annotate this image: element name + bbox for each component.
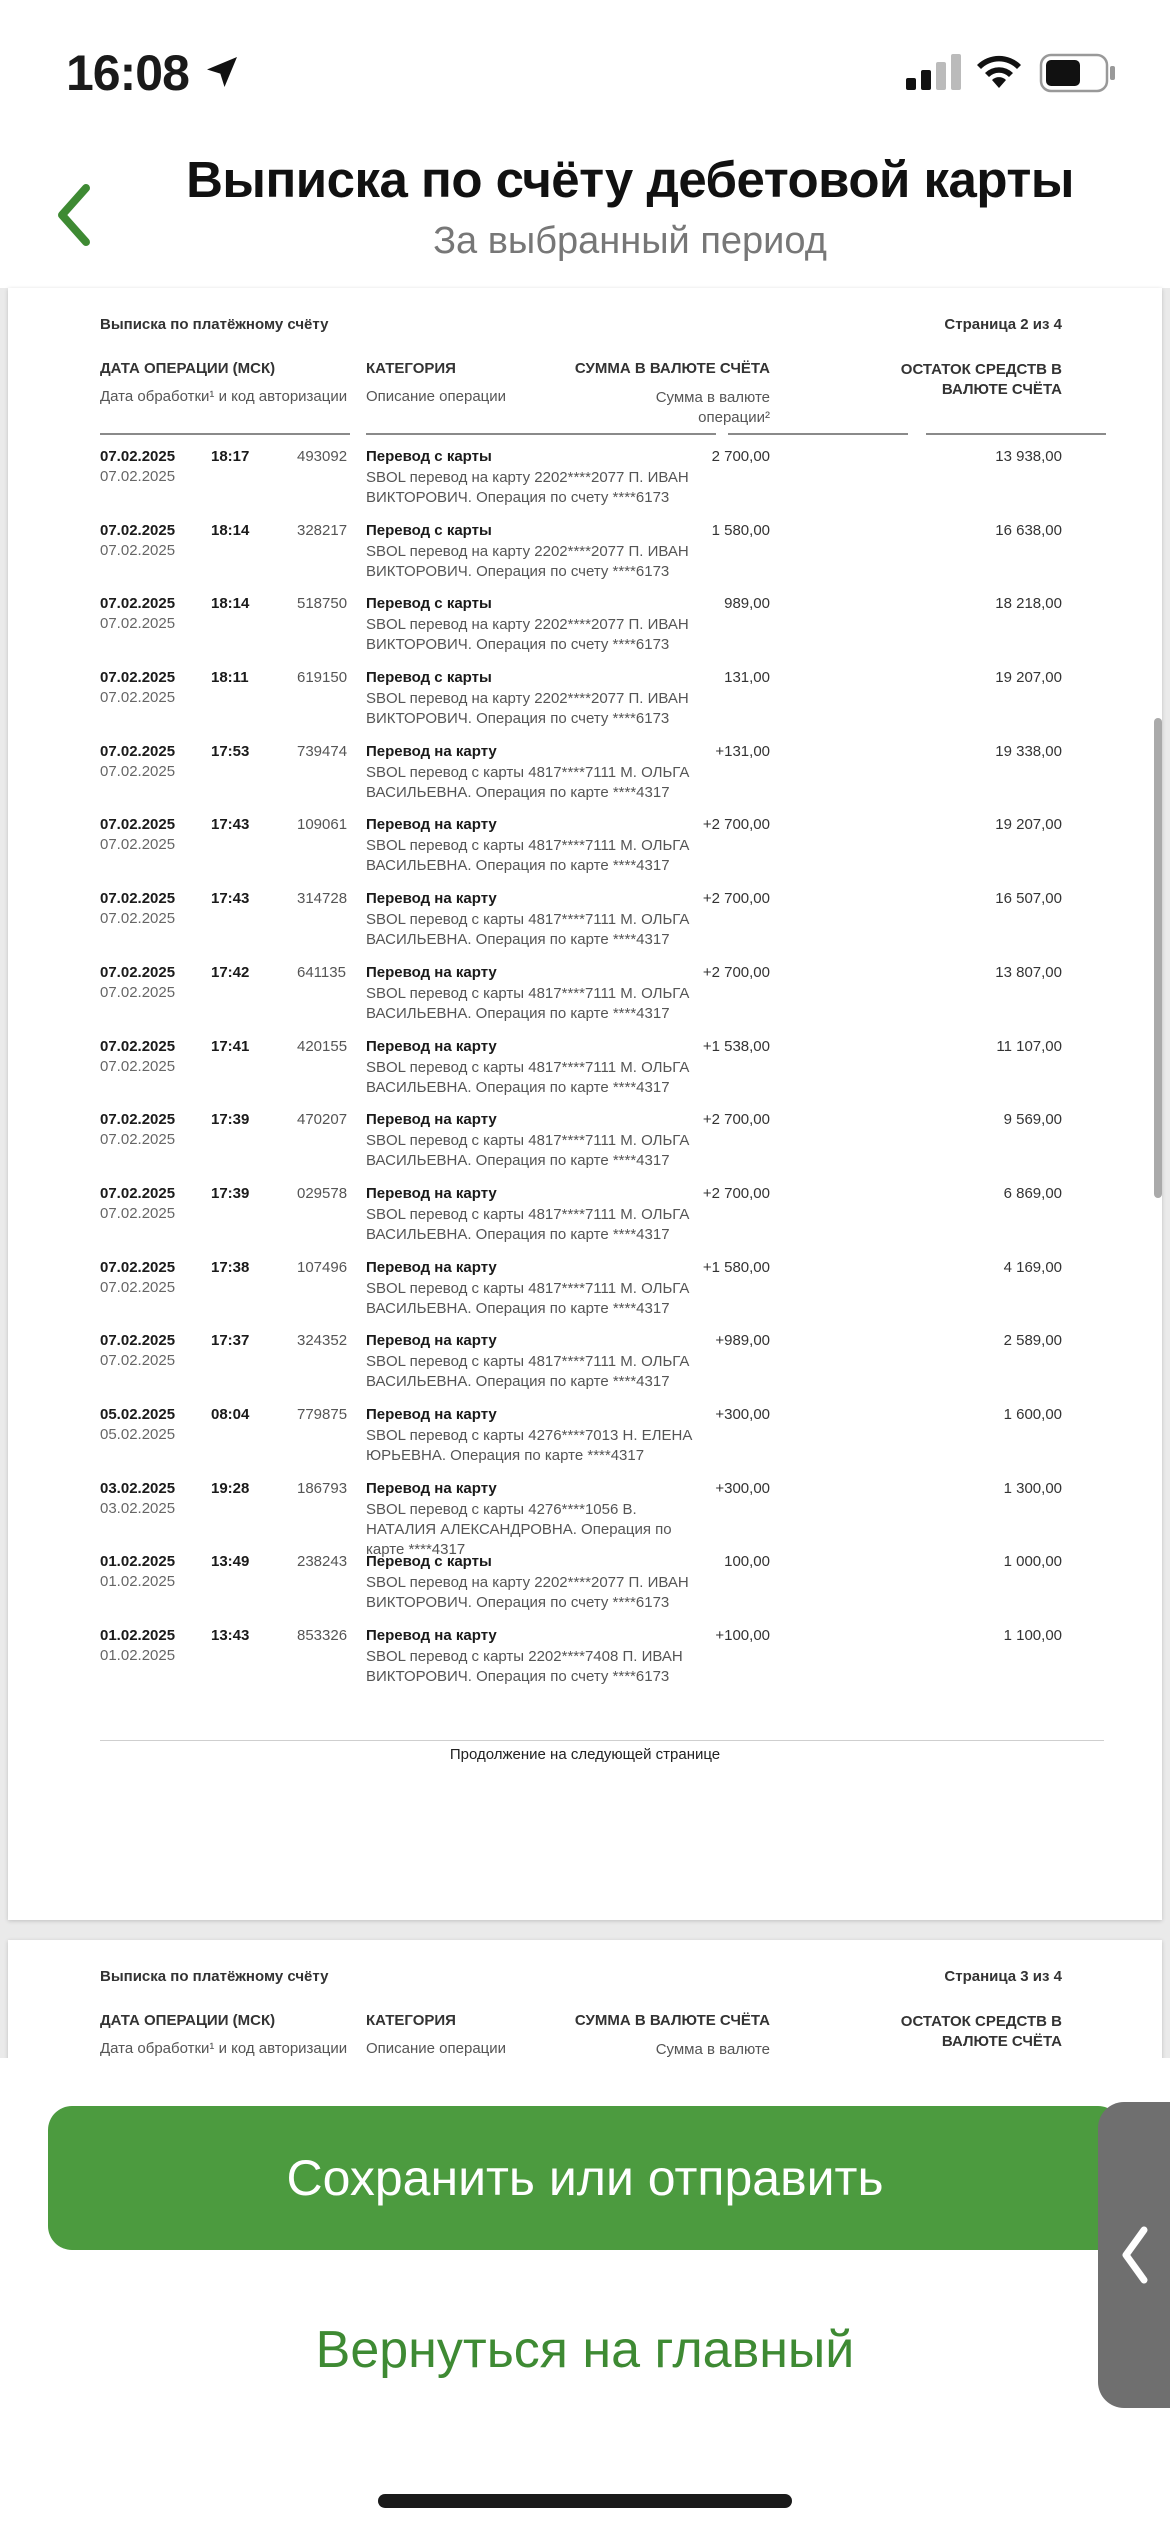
row-date: 01.02.2025 [100,1553,176,1571]
row-amount: +100,00 [715,1627,770,1644]
table-row [8,1038,1162,1112]
row-auth-code: 619150 [297,669,348,687]
row-balance: 13 807,00 [995,963,1062,981]
table-row [8,522,1162,596]
row-time: 18:14 [211,521,250,539]
row-date: 07.02.2025 [100,1037,176,1055]
row-processing-date: 01.02.2025 [100,1573,176,1591]
column-subheader-category: Описание операции [366,388,507,405]
row-category: Перевод на карту [366,1037,497,1055]
row-time: 17:42 [211,963,250,981]
row-description: SBOL перевод с карты 4817****7111 М. ОЛЬГА ВАСИЛЬЕВНА. Операция по карте ****4317 [366,1132,690,1170]
table-row [8,890,1162,964]
row-amount: 131,00 [724,669,770,687]
row-date: 07.02.2025 [100,595,176,613]
column-subheader-date: Дата обработки¹ и код авторизации [100,388,348,405]
column-subheader-sum: Сумма в валюте операции² [655,389,770,426]
row-balance: 16 638,00 [995,521,1062,539]
back-chevron-icon[interactable] [44,170,104,260]
column-header-sum: СУММА В ВАЛЮТЕ СЧЁТА [574,2012,770,2029]
row-category: Перевод на карту [366,1258,497,1276]
row-description: SBOL перевод с карты 4817****7111 М. ОЛЬГА ВАСИЛЬЕВНА. Операция по карте ****4317 [366,1058,690,1096]
row-amount: 1 580,00 [711,521,770,539]
row-category: Перевод на карту [366,963,497,981]
row-processing-date: 07.02.2025 [100,836,176,854]
table-row [8,964,1162,1038]
column-subheader-category: Описание операции [366,2040,507,2057]
page-number: Страница 2 из 4 [944,316,1062,333]
row-auth-code: 238243 [297,1553,348,1571]
row-amount: +2 700,00 [702,1111,770,1129]
row-auth-code: 029578 [297,1184,348,1202]
row-category: Перевод на карту [366,1627,497,1644]
row-auth-code: 739474 [297,742,348,760]
row-amount: 2 700,00 [711,448,770,465]
row-time: 13:49 [211,1553,250,1571]
row-balance: 1 100,00 [1003,1627,1062,1644]
row-processing-date: 07.02.2025 [100,1204,176,1222]
column-header-sum: СУММА В ВАЛЮТЕ СЧЁТА [574,360,770,377]
row-date: 07.02.2025 [100,1258,176,1276]
table-row [8,1185,1162,1259]
page-title: Выписка по счёту дебетовой карты [186,151,1074,208]
status-time: 16:08 [66,45,189,101]
row-auth-code: 109061 [297,816,348,834]
row-auth-code: 641135 [297,963,346,981]
row-category: Перевод с карты [366,1553,492,1571]
row-amount: +300,00 [715,1479,770,1497]
return-home-link[interactable]: Вернуться на главный [315,2321,855,2379]
row-auth-code: 470207 [297,1111,348,1129]
row-amount: 989,00 [724,595,770,613]
row-balance: 1 300,00 [1003,1479,1062,1497]
column-header-category: КАТЕГОРИЯ [366,360,456,377]
row-time: 18:14 [211,595,250,613]
row-description: SBOL перевод с карты 4276****7013 Н. ЕЛЕНА ЮРЬЕВНА. Операция по карте ****4317 [366,1426,693,1464]
header [0,140,1170,290]
table-row [8,1259,1162,1333]
row-description: SBOL перевод с карты 4817****7111 М. ОЛЬГА ВАСИЛЬЕВНА. Операция по карте ****4317 [366,1205,690,1243]
row-balance: 6 869,00 [1003,1184,1062,1202]
row-date: 07.02.2025 [100,1332,176,1350]
row-description: SBOL перевод с карты 4817****7111 М. ОЛЬГА ВАСИЛЬЕВНА. Операция по карте ****4317 [366,1353,690,1391]
row-date: 07.02.2025 [100,521,176,539]
table-row [8,1553,1162,1627]
document-viewer[interactable] [0,288,1170,2058]
row-date: 07.02.2025 [100,742,176,760]
row-auth-code: 779875 [297,1405,348,1423]
row-amount: +2 700,00 [702,890,770,908]
row-balance: 11 107,00 [996,1037,1062,1055]
row-processing-date: 07.02.2025 [100,762,176,780]
row-processing-date: 07.02.2025 [100,1278,176,1296]
row-date: 03.02.2025 [100,1479,176,1497]
row-processing-date: 07.02.2025 [100,689,176,707]
row-balance: 19 338,00 [995,742,1062,760]
row-date: 07.02.2025 [100,963,176,981]
row-description: SBOL перевод с карты 4817****7111 М. ОЛЬГА ВАСИЛЬЕВНА. Операция по карте ****4317 [366,1279,690,1317]
row-date: 05.02.2025 [100,1405,176,1423]
row-category: Перевод на карту [366,1184,497,1202]
row-auth-code: 314728 [297,890,348,908]
battery-icon [1040,54,1116,92]
row-processing-date: 07.02.2025 [100,1057,176,1075]
row-auth-code: 518750 [297,595,348,613]
row-time: 17:38 [211,1258,250,1276]
row-balance: 19 207,00 [995,816,1062,834]
row-processing-date: 07.02.2025 [100,615,176,633]
row-category: Перевод с карты [366,448,492,465]
table-row [8,1332,1162,1406]
row-date: 07.02.2025 [100,1111,176,1129]
row-processing-date: 07.02.2025 [100,541,176,559]
row-auth-code: 853326 [297,1627,348,1644]
row-time: 13:43 [211,1627,250,1644]
row-description: SBOL перевод на карту 2202****2077 П. ИВАН ВИКТОРОВИЧ. Операция по счету ****6173 [366,616,689,654]
row-time: 17:43 [211,890,250,908]
row-description: SBOL перевод с карты 2202****7408 П. ИВАН ВИКТОРОВИЧ. Операция по счету ****6173 [366,1648,683,1685]
table-row [8,595,1162,669]
row-time: 17:37 [211,1332,250,1350]
table-row [8,1627,1162,1701]
row-date: 07.02.2025 [100,1184,176,1202]
column-header-date: ДАТА ОПЕРАЦИИ (МСК) [100,360,276,377]
row-balance: 1 600,00 [1003,1405,1062,1423]
table-row [8,1479,1162,1558]
table-row [8,1406,1162,1480]
row-balance: 18 218,00 [995,595,1062,613]
row-processing-date: 07.02.2025 [100,1131,176,1149]
account-label: Выписка по платёжному счёту [100,316,329,333]
statement-page [8,288,1162,1920]
row-processing-date: 01.02.2025 [100,1647,176,1664]
table-row [8,669,1162,743]
row-amount: +2 700,00 [702,963,770,981]
row-amount: +131,00 [715,742,770,760]
table-row [8,1111,1162,1185]
home-indicator[interactable] [378,2494,792,2508]
row-time: 08:04 [211,1405,250,1423]
bottom-actions [0,2058,1170,2532]
row-category: Перевод на карту [366,1405,497,1423]
row-processing-date: 05.02.2025 [100,1425,176,1443]
save-or-send-button[interactable]: Сохранить или отправить [48,2106,1122,2250]
row-description: SBOL перевод с карты 4817****7111 М. ОЛЬГА ВАСИЛЬЕВНА. Операция по карте ****4317 [366,984,690,1022]
row-date: 07.02.2025 [100,669,176,687]
row-amount: 100,00 [724,1553,770,1571]
column-header-category: КАТЕГОРИЯ [366,2012,456,2029]
row-category: Перевод на карту [366,816,497,834]
column-header-balance: ОСТАТОК СРЕДСТВ В ВАЛЮТЕ СЧЁТА [900,361,1062,398]
row-auth-code: 328217 [297,521,348,539]
row-time: 17:53 [211,742,250,760]
row-amount: +2 700,00 [702,1184,770,1202]
row-date: 07.02.2025 [100,448,176,465]
transaction-list [8,448,1162,1701]
row-category: Перевод с карты [366,595,492,613]
row-category: Перевод на карту [366,890,497,908]
divider [100,433,350,435]
row-category: Перевод на карту [366,1479,497,1497]
table-row [8,816,1162,890]
table-row [8,448,1162,522]
row-balance: 4 169,00 [1003,1258,1062,1276]
account-label: Выписка по платёжному счёту [100,1968,329,1985]
row-amount: +1 538,00 [702,1037,770,1055]
row-balance: 16 507,00 [995,890,1062,908]
row-balance: 19 207,00 [995,669,1062,687]
row-time: 17:41 [211,1037,250,1055]
row-time: 17:39 [211,1111,250,1129]
divider [728,433,908,435]
row-description: SBOL перевод на карту 2202****2077 П. ИВАН ВИКТОРОВИЧ. Операция по счету ****6173 [366,469,689,506]
row-time: 17:39 [211,1184,250,1202]
row-auth-code: 493092 [297,448,348,465]
row-date: 07.02.2025 [100,816,176,834]
row-category: Перевод на карту [366,742,497,760]
page-subtitle: За выбранный период [433,220,827,262]
row-auth-code: 420155 [297,1037,348,1055]
row-auth-code: 107496 [297,1258,348,1276]
row-description: SBOL перевод с карты 4817****7111 М. ОЛЬГА ВАСИЛЬЕВНА. Операция по карте ****4317 [366,837,690,875]
cellular-signal-icon [906,54,962,90]
row-category: Перевод с карты [366,669,492,687]
row-processing-date: 07.02.2025 [100,1352,176,1370]
divider [926,433,1106,435]
page-number: Страница 3 из 4 [944,1968,1062,1985]
row-description: SBOL перевод на карту 2202****2077 П. ИВАН ВИКТОРОВИЧ. Операция по счету ****6173 [366,542,689,580]
row-auth-code: 186793 [297,1479,348,1497]
row-amount: +2 700,00 [702,816,770,834]
divider [366,433,716,435]
row-time: 17:43 [211,816,250,834]
row-balance: 9 569,00 [1003,1111,1062,1129]
row-balance: 1 000,00 [1003,1553,1062,1571]
row-description: SBOL перевод с карты 4817****7111 М. ОЛЬГА ВАСИЛЬЕВНА. Операция по карте ****4317 [366,763,690,801]
table-row [8,743,1162,817]
column-header-date: ДАТА ОПЕРАЦИИ (МСК) [100,2012,276,2029]
column-subheader-sum: Сумма в валюте [655,2041,770,2058]
row-description: SBOL перевод на карту 2202****2077 П. ИВАН ВИКТОРОВИЧ. Операция по счету ****6173 [366,1574,689,1612]
row-processing-date: 07.02.2025 [100,910,176,928]
column-header-balance: ОСТАТОК СРЕДСТВ В ВАЛЮТЕ СЧЁТА [900,2013,1062,2050]
row-processing-date: 03.02.2025 [100,1499,176,1517]
continue-note: Продолжение на следующей странице [449,1746,721,1763]
row-balance: 13 938,00 [995,448,1062,465]
row-time: 19:28 [211,1479,250,1497]
column-subheader-date: Дата обработки¹ и код авторизации [100,2040,348,2057]
location-arrow-icon [202,52,242,92]
row-time: 18:17 [211,448,250,465]
row-time: 18:11 [211,669,249,687]
row-amount: +1 580,00 [702,1258,770,1276]
row-date: 07.02.2025 [100,890,176,908]
row-category: Перевод на карту [366,1332,497,1350]
row-description: SBOL перевод с карты 4276****1056 В. НАТАЛИЯ АЛЕКСАНДРОВНА. Операция по карте ****4317 [366,1500,672,1558]
row-auth-code: 324352 [297,1332,348,1350]
scrollbar[interactable] [1154,718,1162,1198]
status-bar [0,0,1170,140]
row-processing-date: 07.02.2025 [100,983,176,1001]
row-balance: 2 589,00 [1003,1332,1062,1350]
row-description: SBOL перевод с карты 4817****7111 М. ОЛЬГА ВАСИЛЬЕВНА. Операция по карте ****4317 [366,911,690,949]
row-description: SBOL перевод на карту 2202****2077 П. ИВАН ВИКТОРОВИЧ. Операция по счету ****6173 [366,690,689,728]
divider [100,1740,1104,1741]
row-category: Перевод на карту [366,1111,497,1129]
row-category: Перевод с карты [366,521,492,539]
row-processing-date: 07.02.2025 [100,468,176,485]
row-date: 01.02.2025 [100,1627,176,1644]
row-amount: +989,00 [715,1332,770,1350]
row-amount: +300,00 [715,1405,770,1423]
wifi-icon [974,52,1024,90]
